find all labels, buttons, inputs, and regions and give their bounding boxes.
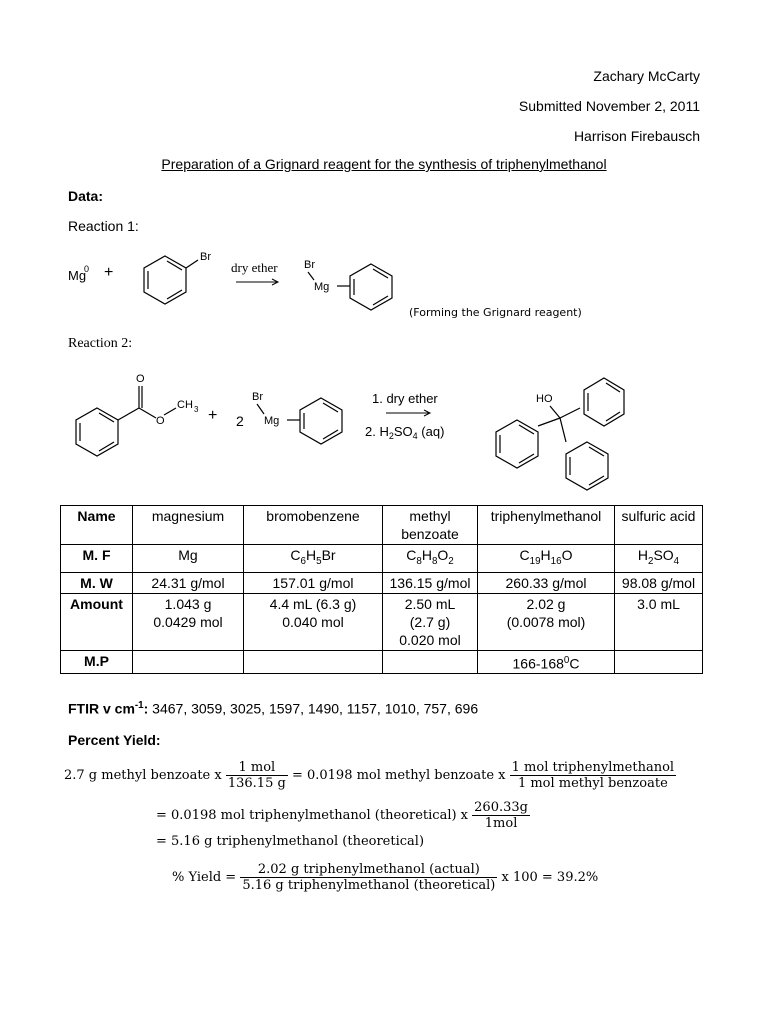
table-header-cell: magnesium (133, 506, 244, 545)
table-cell: 1.043 g 0.0429 mol (133, 593, 244, 650)
table-cell (244, 650, 383, 674)
table-row (61, 572, 703, 593)
reaction2-step2: 2. $H_2SO_4$ (aq) (365, 424, 445, 441)
partner-name: Harrison Firebausch (573, 128, 700, 144)
yield-calc-line3: = 5.16 g triphenylmethanol (theoretical) (156, 834, 425, 849)
formula-cell: $H_2SO_4$ (615, 545, 703, 573)
reaction1-conditions: dry ether (231, 260, 278, 275)
reagent-table (60, 505, 703, 674)
yield-calc-line2: = 0.0198 mol triphenylmethanol (theoretical) x $\frac{260.33g}{\text{1mol}}$ (156, 800, 528, 831)
plus-sign: + (104, 264, 114, 281)
table-header-cell: triphenylmethanol (478, 506, 615, 545)
grignard-note: (Forming the Grignard reagent) (409, 306, 582, 319)
yield-calc-line4: % Yield = $\frac{\text{2.02 g triphenylmethanol (actual)}}{\text{5.16 g triphenylmethanol (theoretical)}}$ x 100 = 39.2% (172, 862, 599, 893)
row-label-mw: M. W (61, 572, 133, 593)
table-row (61, 650, 703, 674)
bromobenzene-structure (144, 256, 198, 304)
ftir-values: 3467, 3059, 3025, 1597, 1490, 1157, 1010, 757, 696 (148, 700, 479, 717)
bromobenzene-br-label: Br (200, 251, 211, 263)
formula-cell: $C_{19}H_{16}O$ (478, 545, 615, 573)
reaction2-arrow (386, 410, 430, 416)
page-title: Preparation of a Grignard reagent for the synthesis of triphenylmethanol (161, 156, 607, 172)
table-header-cell: Name (61, 506, 133, 545)
table-cell (133, 650, 244, 674)
table-row (61, 545, 703, 573)
table-cell: 24.31 g/mol (133, 572, 244, 593)
table-cell (615, 650, 703, 674)
yield-calc-line1: 2.7 g methyl benzoate x $\frac{\text{1 mol}}{136.15 g}$ = 0.0198 mol methyl benzoate x $\frac{\text{1 mol triphenylmethanol}}{\text{1 mol methyl benzoate}}$ (64, 760, 675, 791)
table-cell: 98.08 g/mol (615, 572, 703, 593)
data-heading: Data: (68, 188, 104, 204)
percent-yield-heading: Percent Yield: (68, 732, 161, 748)
row-label-mp: M.P (61, 650, 133, 674)
row-label-amount: Amount (61, 593, 133, 650)
table-cell: 3.0 mL (615, 593, 703, 650)
reaction2-step1: 1. dry ether (372, 391, 438, 406)
carbonyl-o-label: O (136, 373, 145, 385)
ch3-label: CH (177, 399, 193, 411)
triphenylmethanol-structure (496, 378, 624, 490)
reactant-mg-label: Mg (264, 415, 280, 427)
table-header-cell: bromobenzene (244, 506, 383, 545)
formula-cell: $C_8H_8O_2$ (383, 545, 478, 573)
table-header-cell: sulfuric acid (615, 506, 703, 545)
table-cell: 2.50 mL (2.7 g) 0.020 mol (383, 593, 478, 650)
coefficient: 2 (236, 413, 244, 429)
grignard-mg-label: Mg (314, 281, 330, 293)
mg-atom-label: Mg (68, 268, 87, 283)
reactant-br-label: Br (252, 391, 263, 403)
table-cell: 136.15 g/mol (383, 572, 478, 593)
ftir-line: FTIR v $cm^{-1}$: 3467, 3059, 3025, 1597, 1490, 1157, 1010, 757, 696 (68, 700, 479, 717)
table-cell: 260.33 g/mol (478, 572, 615, 593)
table-row (61, 593, 703, 650)
plus-sign-2: + (208, 407, 218, 424)
ho-label: HO (536, 393, 553, 405)
formula-cell: $C_6H_5Br$ (244, 545, 383, 573)
ftir-label: FTIR v cm (68, 700, 135, 717)
table-cell: 2.02 g (0.0078 mol) (478, 593, 615, 650)
mg-oxidation-state: 0 (84, 264, 90, 274)
table-header-cell: methyl benzoate (383, 506, 478, 545)
table-cell: 157.01 g/mol (244, 572, 383, 593)
table-cell: 4.4 mL (6.3 g) 0.040 mol (244, 593, 383, 650)
table-row (61, 506, 703, 545)
reaction2-label: Reaction 2: (68, 336, 133, 351)
reaction1-arrow (236, 279, 278, 285)
reaction1-label: Reaction 1: (68, 218, 139, 234)
formula-cell: Mg (133, 545, 244, 573)
row-label-mf: M. F (61, 545, 133, 573)
grignard-br-label: Br (304, 259, 315, 271)
reaction2-scheme (60, 368, 700, 498)
table-cell (383, 650, 478, 674)
reaction1-scheme (60, 240, 700, 330)
melting-point-cell: $166-168^0C$ (478, 650, 615, 674)
submission-date: Submitted November 2, 2011 (518, 98, 700, 114)
ester-o-label: O (156, 415, 165, 427)
author-name: Zachary McCarty (593, 68, 700, 84)
ch3-subscript: 3 (194, 405, 199, 414)
